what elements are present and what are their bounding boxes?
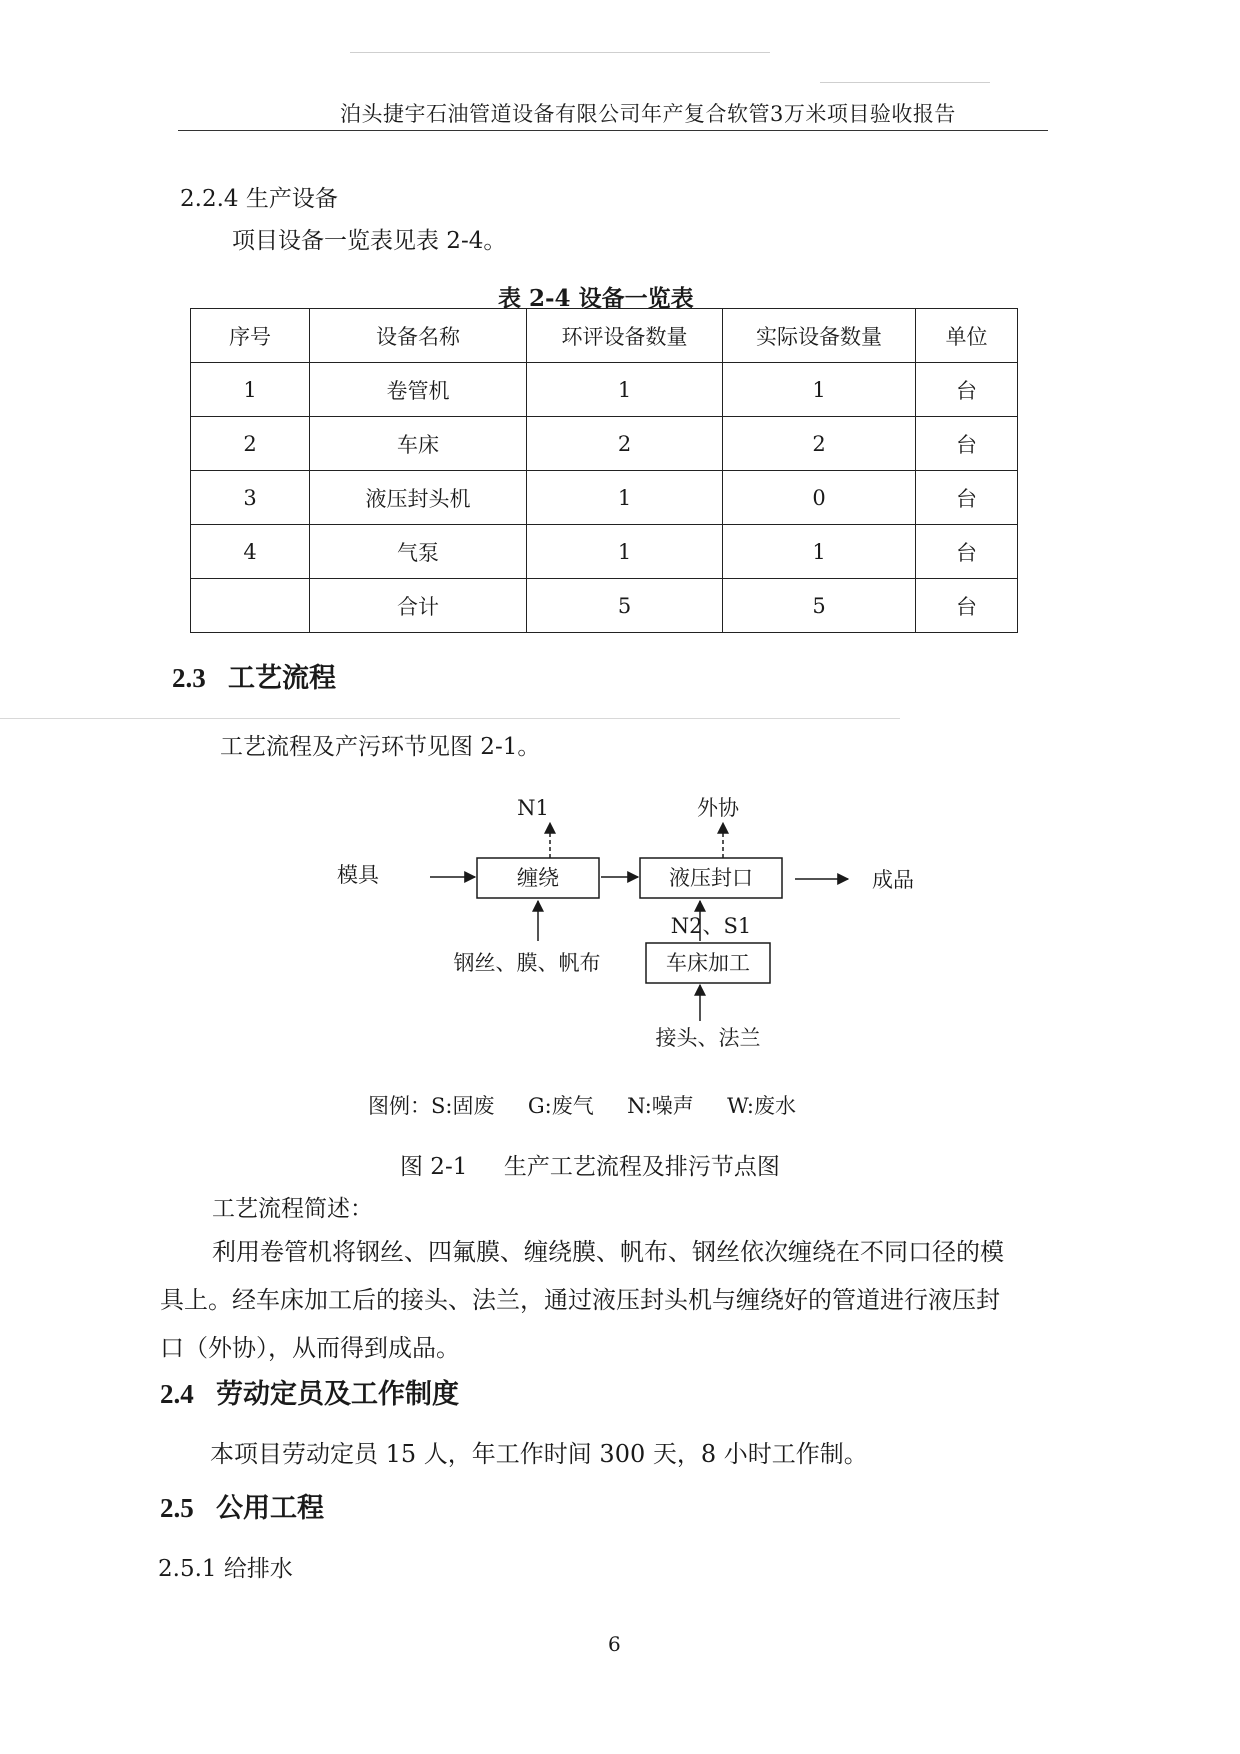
- table-cell: 1: [527, 525, 723, 579]
- label-winding: 缠绕: [517, 866, 559, 890]
- table-cell: 台: [916, 525, 1018, 579]
- scan-artifact-line: [0, 718, 900, 719]
- table-cell: 车床: [310, 417, 527, 471]
- table-caption: 表 2-4 设备一览表: [498, 285, 694, 312]
- process-flow-diagram: [330, 785, 930, 1065]
- subsection-heading-2-2-4: 2.2.4 生产设备: [180, 186, 338, 212]
- section-intro-2-3: 工艺流程及产污环节见图 2-1。: [220, 734, 541, 760]
- section-number: 2.4: [160, 1379, 194, 1409]
- equipment-table: [190, 308, 1018, 633]
- table-cell: 台: [916, 579, 1018, 633]
- table-row: [191, 471, 1018, 525]
- process-desc-line: 利用卷管机将钢丝、四氟膜、缠绕膜、帆布、钢丝依次缠绕在不同口径的模: [212, 1238, 1004, 1266]
- page-header-title: 泊头捷宇石油管道设备有限公司年产复合软管3万米项目验收报告: [340, 102, 956, 126]
- table-cell: 液压封头机: [310, 471, 527, 525]
- section-heading-2-3: [172, 656, 336, 695]
- table-cell: 2: [527, 417, 723, 471]
- table-cell: 气泵: [310, 525, 527, 579]
- table-cell: 5: [723, 579, 916, 633]
- flow-legend: 图例：S:固废 G:废气 N:噪声 W:废水: [368, 1094, 796, 1118]
- table-row: [191, 363, 1018, 417]
- table-row: [191, 525, 1018, 579]
- section-number: 2.5: [160, 1493, 194, 1523]
- table-cell: 0: [723, 471, 916, 525]
- label-n2-s1: N2、S1: [670, 914, 752, 938]
- table-cell: 1: [723, 363, 916, 417]
- subsection-intro-2-2-4: 项目设备一览表见表 2-4。: [232, 228, 507, 254]
- table-cell: 5: [527, 579, 723, 633]
- scan-artifact-line: [350, 52, 770, 53]
- label-joints: 接头、法兰: [655, 1026, 761, 1050]
- table-header-cell: 单位: [916, 309, 1018, 363]
- section-heading-2-5: [160, 1486, 324, 1525]
- table-cell: 1: [527, 363, 723, 417]
- table-header-cell: 实际设备数量: [723, 309, 916, 363]
- table-row: [191, 417, 1018, 471]
- table-header-cell: 设备名称: [310, 309, 527, 363]
- page-number: 6: [608, 1632, 621, 1656]
- label-product: 成品: [872, 868, 914, 892]
- figure-caption: 图 2-1 生产工艺流程及排污节点图: [400, 1154, 780, 1180]
- table-cell: [191, 579, 310, 633]
- table-total-row: [191, 579, 1018, 633]
- table-cell: 3: [191, 471, 310, 525]
- label-mold: 模具: [337, 863, 379, 887]
- table-cell: 1: [191, 363, 310, 417]
- label-materials: 钢丝、膜、帆布: [453, 951, 601, 975]
- table-cell: 1: [527, 471, 723, 525]
- subsection-heading-2-5-1: 2.5.1 给排水: [158, 1556, 293, 1582]
- table-cell: 4: [191, 525, 310, 579]
- process-desc-line: 口（外协），从而得到成品。: [160, 1334, 460, 1362]
- section-heading-2-4: [160, 1372, 459, 1411]
- table-cell: 卷管机: [310, 363, 527, 417]
- table-header-row: [191, 309, 1018, 363]
- table-header-cell: 序号: [191, 309, 310, 363]
- label-hydraulic-sealing: 液压封口: [669, 866, 753, 890]
- section-title: 劳动定员及工作制度: [216, 1379, 459, 1410]
- section-title: 工艺流程: [228, 663, 336, 694]
- header-rule: [178, 130, 1048, 131]
- process-desc-title: 工艺流程简述：: [212, 1196, 373, 1222]
- label-lathe: 车床加工: [666, 951, 750, 975]
- table-cell: 2: [191, 417, 310, 471]
- table-cell: 2: [723, 417, 916, 471]
- process-desc-line: 具上。经车床加工后的接头、法兰，通过液压封头机与缠绕好的管道进行液压封: [160, 1286, 1000, 1314]
- table-header-cell: 环评设备数量: [527, 309, 723, 363]
- table-cell: 1: [723, 525, 916, 579]
- table-cell: 台: [916, 417, 1018, 471]
- section-number: 2.3: [172, 663, 206, 693]
- scan-artifact-line: [820, 82, 990, 83]
- table-cell: 合计: [310, 579, 527, 633]
- label-waixie: 外协: [697, 796, 739, 820]
- table-cell: 台: [916, 471, 1018, 525]
- section-title: 公用工程: [216, 1493, 324, 1524]
- table-cell: 台: [916, 363, 1018, 417]
- section-text-2-4: 本项目劳动定员 15 人，年工作时间 300 天，8 小时工作制。: [210, 1440, 868, 1468]
- label-n1: N1: [517, 796, 549, 820]
